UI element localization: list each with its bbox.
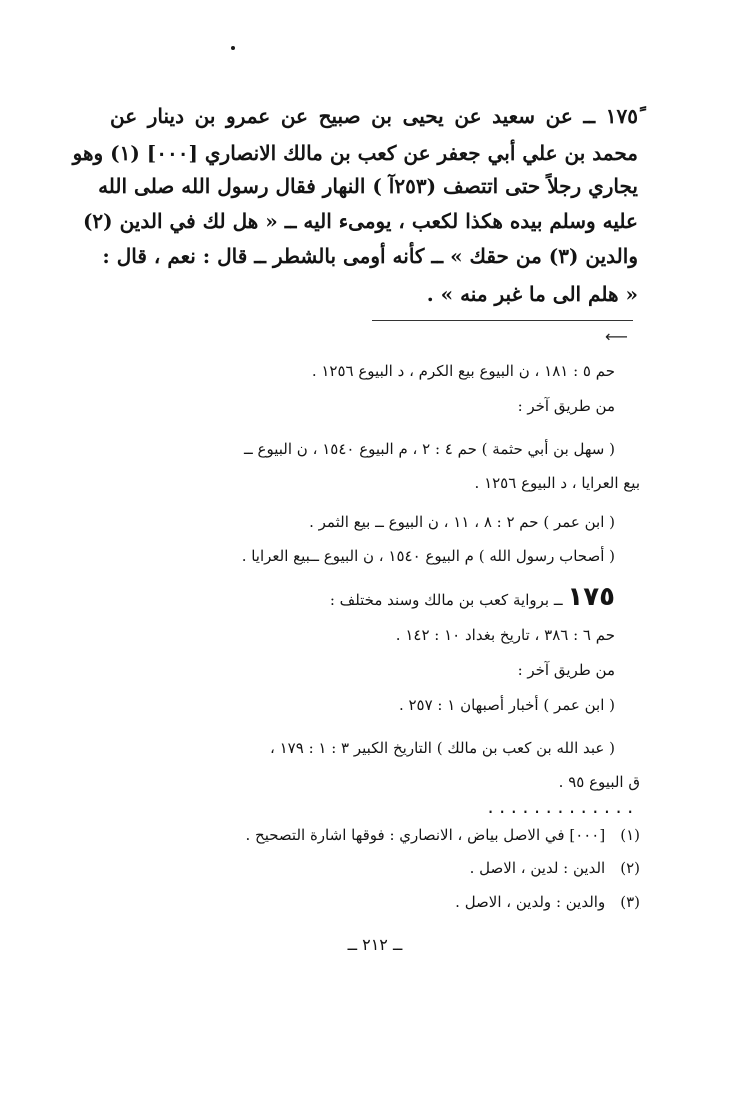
reference-line-6: ( أصحاب رسول الله ) م البيوع ١٥٤٠ ، ن البيوع ــبيع العرايا . xyxy=(241,547,615,565)
reference-line-2: من طريق آخر : xyxy=(517,397,615,415)
footnote-number: (١) xyxy=(620,826,640,844)
reference-line-1: حم ٥ : ١٨١ ، ن البيوع بيع الكرم ، د البيوع ١٢٥٦ . xyxy=(311,362,615,380)
arrow-icon: ⟵ xyxy=(605,327,628,346)
hadith-line-1: ١٧٥ً ــ عن سعيد عن يحيى بن صبيح عن عمرو بن دينار عن xyxy=(110,104,638,128)
dotted-separator: ............. xyxy=(485,798,637,817)
separator-line xyxy=(372,320,633,321)
footnote-1 xyxy=(245,826,640,844)
reference-line-8: حم ٦ : ٣٨٦ ، تاريخ بغداد ١٠ : ١٤٢ . xyxy=(395,626,615,644)
footnote-2 xyxy=(470,859,640,877)
reference-line-12: ق البيوع ٩٥ . xyxy=(558,773,640,791)
footnote-text: والدين : ولدين ، الاصل . xyxy=(455,893,606,911)
hadith-line-3: يجاري رجلاً حتى اتتصف (٢٥٣آ ) النهار فقال رسول الله صلى الله xyxy=(98,174,638,198)
reference-line-4: بيع العرايا ، د البيوع ١٢٥٦ . xyxy=(474,474,640,492)
reference-line-11: ( عبد الله بن كعب بن مالك ) التاريخ الكبير ٣ : ١ : ١٧٩ ، xyxy=(270,739,615,757)
hadith-number: ١٧٥ xyxy=(567,582,615,612)
footnote-3 xyxy=(455,893,640,911)
reference-line-10: ( ابن عمر ) أخبار أصبهان ١ : ٢٥٧ . xyxy=(398,696,615,714)
hadith-line-5: والدين (٣) من حقك » ــ كأنه أومى بالشطر ــ قال : نعم ، قال : xyxy=(102,244,638,268)
reference-line-3: ( سهل بن أبي حثمة ) حم ٤ : ٢ ، م البيوع ١٥٤٠ ، ن البيوع ــ xyxy=(243,440,615,458)
reference-line-7-text: ــ برواية كعب بن مالك وسند مختلف : xyxy=(329,591,563,609)
hadith-line-2: محمد بن علي أبي جعفر عن كعب بن مالك الانصاري [٠٠٠] (١) وهو xyxy=(72,141,638,165)
footnote-number: (٣) xyxy=(620,893,640,911)
footnote-text: [٠٠٠] في الاصل بياض ، الانصاري : فوقها اشارة التصحيح . xyxy=(245,826,606,844)
reference-line-9: من طريق آخر : xyxy=(517,661,615,679)
hadith-line-4: عليه وسلم بيده هكذا لكعب ، يومىء اليه ــ « هل لك في الدين (٢) xyxy=(82,209,638,233)
hadith-line-6: « هلم الى ما غبر منه » . xyxy=(426,282,638,306)
footnote-text: الدين : لدين ، الاصل . xyxy=(469,859,606,877)
reference-line-7 xyxy=(330,582,615,612)
ink-dot xyxy=(231,46,235,50)
page-number: ــ ٢١٢ ــ xyxy=(347,935,403,954)
footnote-number: (٢) xyxy=(620,859,640,877)
reference-line-5: ( ابن عمر ) حم ٢ : ٨ ، ١١ ، ن البيوع ــ بيع الثمر . xyxy=(309,513,615,531)
